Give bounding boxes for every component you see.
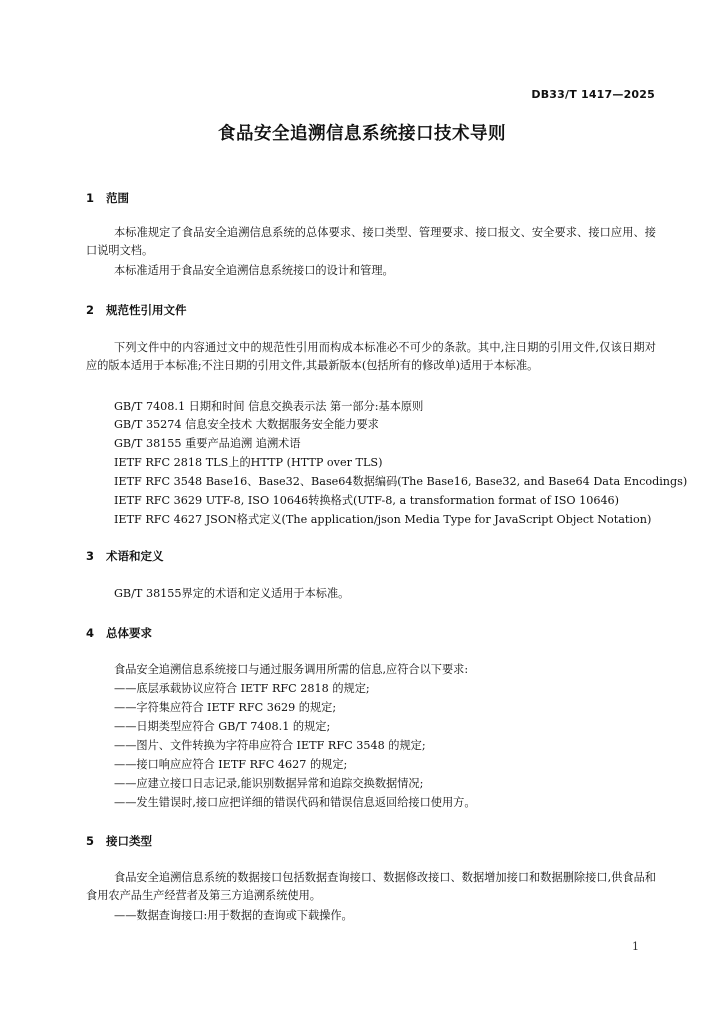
section-number: 1 [86, 191, 95, 205]
section-title: 范围 [106, 191, 129, 205]
section-title: 总体要求 [106, 626, 152, 640]
reference-item: IETF RFC 3548 Base16、Base32、Base64数据编码(The Base16, Base32, and Base64 Data Encodings) [114, 475, 688, 488]
paragraph: 本标准规定了食品安全追溯信息系统的总体要求、接口类型、管理要求、接口报文、安全要求、接口应用、接口说明文档。 [86, 226, 656, 257]
list-item: ——底层承载协议应符合 IETF RFC 2818 的规定; [114, 682, 370, 695]
reference-item: IETF RFC 2818 TLS上的HTTP (HTTP over TLS) [114, 456, 383, 469]
reference-item: GB/T 7408.1 日期和时间 信息交换表示法 第一部分:基本原则 [114, 400, 424, 413]
list-item: ——日期类型应符合 GB/T 7408.1 的规定; [114, 720, 331, 733]
paragraph: 食品安全追溯信息系统的数据接口包括数据查询接口、数据修改接口、数据增加接口和数据删除接口,供食品和食用农产品生产经营者及第三方追溯系统使用。 [86, 871, 656, 902]
list-item: ——应建立接口日志记录,能识别数据异常和追踪交换数据情况; [114, 777, 424, 790]
section-number: 3 [86, 549, 95, 563]
section-number: 4 [86, 626, 95, 640]
list-item: ——字符集应符合 IETF RFC 3629 的规定; [114, 701, 337, 714]
page-number: 1 [632, 940, 639, 953]
section-number: 2 [86, 303, 95, 317]
paragraph: 本标准适用于食品安全追溯信息系统接口的设计和管理。 [114, 264, 394, 277]
list-item: ——接口响应应符合 IETF RFC 4627 的规定; [114, 758, 348, 771]
document-title: 食品安全追溯信息系统接口技术导则 [218, 124, 506, 144]
standard-number: DB33/T 1417—2025 [531, 88, 655, 101]
section-5-heading [86, 833, 152, 849]
section-2-heading [86, 302, 187, 318]
section-3-heading [86, 548, 164, 564]
reference-item: GB/T 38155 重要产品追溯 追溯术语 [114, 437, 301, 450]
paragraph: 食品安全追溯信息系统接口与通过服务调用所需的信息,应符合以下要求: [114, 663, 469, 676]
list-item: ——数据查询接口:用于数据的查询或下载操作。 [114, 909, 353, 922]
list-item: ——发生错误时,接口应把详细的错误代码和错误信息返回给接口使用方。 [114, 796, 476, 809]
paragraph: 下列文件中的内容通过文中的规范性引用而构成本标准必不可少的条款。其中,注日期的引用文件,仅该日期对应的版本适用于本标准;不注日期的引用文件,其最新版本(包括所有的修改单)适用于本标准。 [86, 341, 656, 372]
section-title: 接口类型 [106, 834, 152, 848]
list-item: ——图片、文件转换为字符串应符合 IETF RFC 3548 的规定; [114, 739, 426, 752]
reference-item: IETF RFC 4627 JSON格式定义(The application/json Media Type for JavaScript Object Notation) [114, 513, 652, 526]
section-title: 术语和定义 [106, 549, 164, 563]
section-number: 5 [86, 834, 95, 848]
section-title: 规范性引用文件 [106, 303, 187, 317]
paragraph: GB/T 38155界定的术语和定义适用于本标准。 [114, 587, 350, 600]
reference-item: GB/T 35274 信息安全技术 大数据服务安全能力要求 [114, 418, 379, 431]
section-4-heading [86, 625, 152, 641]
section-1-heading [86, 190, 129, 206]
reference-item: IETF RFC 3629 UTF-8, ISO 10646转换格式(UTF-8, a transformation format of ISO 10646) [114, 494, 620, 507]
